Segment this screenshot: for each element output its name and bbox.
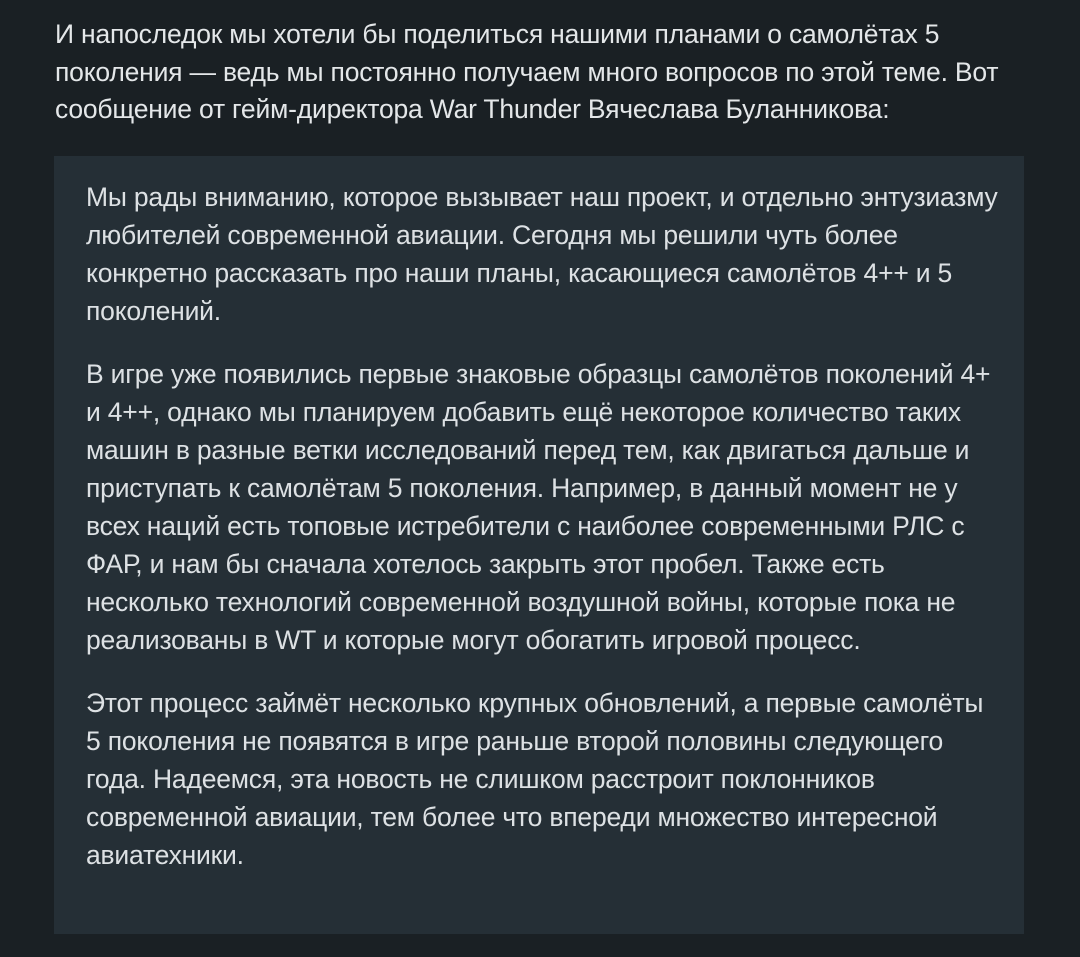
quote-paragraph-3: Этот процесс займёт несколько крупных обновлений, а первые самолёты 5 поколения не появятся в игре раньше второй половины следующего года. Надеемся, эта новость не слишком расстроит поклонников современной авиации, тем более что впереди множество интересной авиатехники. bbox=[86, 688, 984, 870]
quote-paragraph-2: В игре уже появились первые знаковые образцы самолётов поколений 4+ и 4++, однако мы планируем добавить ещё некоторое количество таких машин в разные ветки исследований перед тем, как двигаться дальше и приступать к самолётам 5 поколения. Например, в данный момент не у всех наций есть топовые истребители с наиболее современными РЛС с ФАР, и нам бы сначала хотелось закрыть этот пробел. Также есть несколько технологий современной воздушной войны, которые пока не реализованы в WT и которые могут обогатить игровой процесс. bbox=[86, 359, 991, 655]
intro-paragraph: И напоследок мы хотели бы поделиться нашими планами о самолётах 5 поколения — ведь мы постоянно получаем много вопросов по этой теме. Вот сообщение от гейм-директора War Thunder Вячеслава Буланникова: bbox=[55, 19, 999, 124]
quote-paragraph-1: Мы рады вниманию, которое вызывает наш проект, и отдельно энтузиазму любителей современной авиации. Сегодня мы решили чуть более конкретно рассказать про наши планы, касающиеся самолётов 4++ и 5 поколений. bbox=[86, 182, 998, 326]
quote-block bbox=[54, 156, 1024, 934]
